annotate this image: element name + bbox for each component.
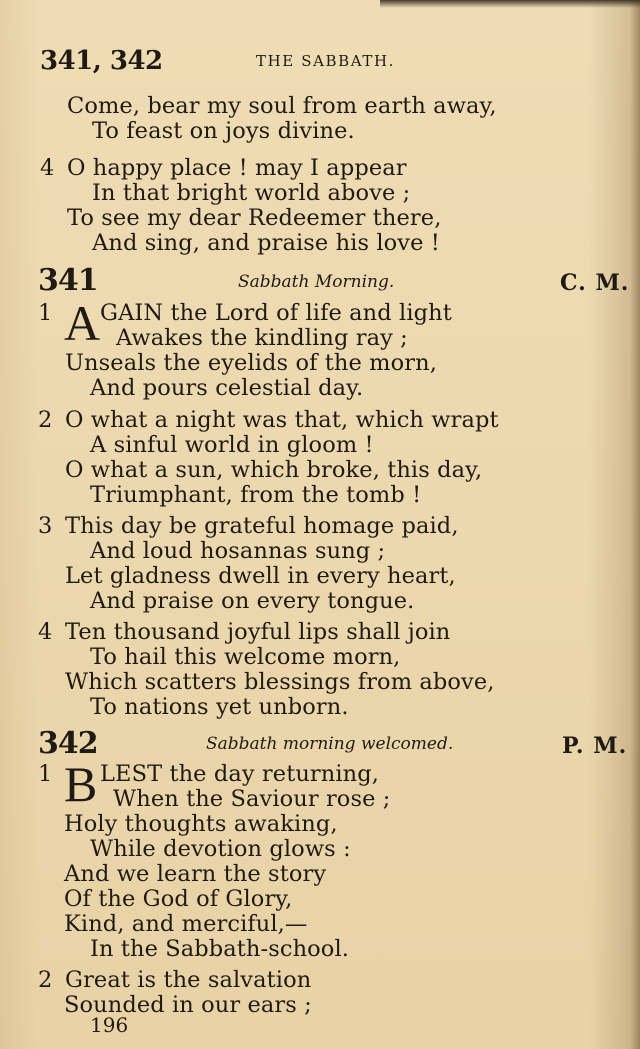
verse-line: To nations yet unborn. <box>90 694 349 720</box>
verse-line: O what a sun, which broke, this day, <box>65 457 483 483</box>
verse-line: LEST the day returning, <box>100 761 380 787</box>
verse-line: Triumphant, from the tomb ! <box>90 482 422 508</box>
verse-number: 2 <box>38 407 53 433</box>
verse-line: Unseals the eyelids of the morn, <box>65 350 437 376</box>
hymn-meter: C. M. <box>560 270 630 296</box>
drop-cap: B <box>64 756 98 812</box>
page-number: 196 <box>90 1013 129 1037</box>
verse-line: In the Sabbath-school. <box>90 936 349 962</box>
verse-number: 1 <box>38 761 53 787</box>
verse-line: And praise on every tongue. <box>90 588 415 614</box>
header-section-title: THE SABBATH. <box>256 52 396 70</box>
hymn-number: 341 <box>38 263 98 298</box>
verse-line: O happy place ! may I appear <box>67 155 407 181</box>
verse-line: Which scatters blessings from above, <box>65 669 495 695</box>
header-hymn-range: 341, 342 <box>40 46 163 76</box>
verse-line: Sounded in our ears ; <box>64 992 312 1018</box>
verse-line: This day be grateful homage paid, <box>65 513 459 539</box>
verse-line: To feast on joys divine. <box>92 118 355 144</box>
verse-line: And we learn the story <box>64 861 327 887</box>
verse-number: 4 <box>38 619 53 645</box>
verse-line: And sing, and praise his love ! <box>92 230 440 256</box>
page-top-shadow <box>380 0 640 8</box>
verse-line: In that bright world above ; <box>92 180 411 206</box>
verse-line: To see my dear Redeemer there, <box>67 205 442 231</box>
verse-line: Come, bear my soul from earth away, <box>67 93 497 119</box>
page-right-edge <box>630 0 640 1049</box>
verse-line: GAIN the Lord of life and light <box>100 300 452 326</box>
verse-number: 1 <box>38 300 53 326</box>
hymn-number: 342 <box>38 726 98 761</box>
verse-number: 2 <box>38 967 53 993</box>
verse-line: Let gladness dwell in every heart, <box>65 563 456 589</box>
verse-number: 3 <box>38 513 53 539</box>
verse-line: Of the God of Glory, <box>64 886 293 912</box>
verse-line: A sinful world in gloom ! <box>90 432 374 458</box>
verse-line: When the Saviour rose ; <box>113 786 391 812</box>
hymn-title: Sabbath Morning. <box>238 272 395 292</box>
verse-line: O what a night was that, which wrapt <box>65 407 499 433</box>
verse-line: Great is the salvation <box>65 967 312 993</box>
verse-line: Awakes the kindling ray ; <box>116 325 408 351</box>
verse-line: To hail this welcome morn, <box>90 644 401 670</box>
verse-line: And loud hosannas sung ; <box>90 538 386 564</box>
hymn-meter: P. M. <box>562 733 628 759</box>
verse-line: While devotion glows : <box>90 836 351 862</box>
verse-line: And pours celestial day. <box>90 375 364 401</box>
verse-number: 4 <box>40 155 55 181</box>
drop-cap: A <box>64 295 101 351</box>
hymn-title: Sabbath morning welcomed. <box>206 734 454 754</box>
verse-line: Holy thoughts awaking, <box>64 811 338 837</box>
verse-line: Ten thousand joyful lips shall join <box>65 619 451 645</box>
verse-line: Kind, and merciful,— <box>64 911 308 937</box>
